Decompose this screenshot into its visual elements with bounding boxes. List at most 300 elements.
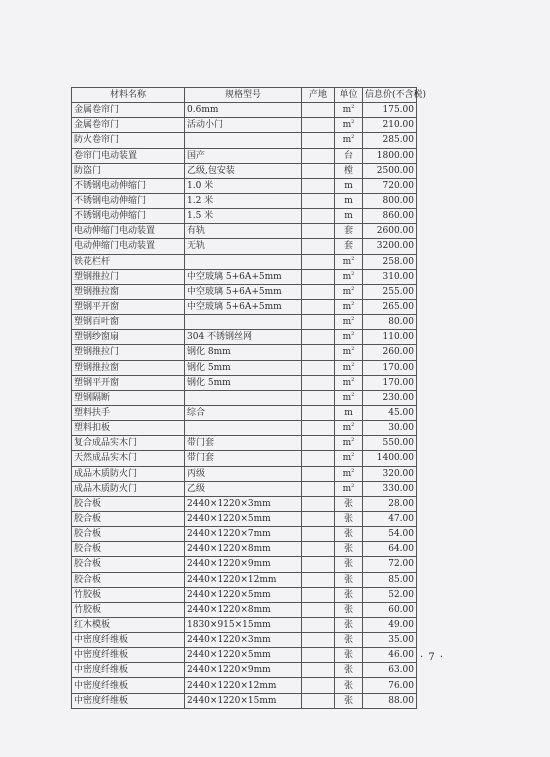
spec-cell: 304 不锈钢丝网 (185, 330, 302, 345)
spec-cell (185, 133, 302, 148)
price-cell: 285.00 (363, 133, 417, 148)
price-cell: 28.00 (363, 496, 417, 511)
spec-cell: 2440×1220×12mm (185, 678, 302, 693)
material-name-cell: 胶合板 (72, 511, 185, 526)
origin-cell (302, 193, 335, 208)
unit-text: 张 (343, 680, 353, 691)
table-row (72, 663, 417, 678)
material-name-cell: 竹胶板 (72, 602, 185, 617)
material-name-cell: 电动伸缩门电动装置 (72, 239, 185, 254)
unit-cell (335, 405, 363, 420)
price-cell: 720.00 (363, 178, 417, 193)
unit-superscript: 2 (351, 452, 355, 459)
material-name-cell: 金属卷帘门 (72, 118, 185, 133)
price-cell: 310.00 (363, 269, 417, 284)
table-row (72, 209, 417, 224)
table-row (72, 163, 417, 178)
spec-cell: 国产 (185, 148, 302, 163)
origin-cell (302, 360, 335, 375)
price-cell: 35.00 (363, 633, 417, 648)
spec-cell: 钢化 5mm (185, 375, 302, 390)
material-name-cell: 塑料扶手 (72, 405, 185, 420)
spec-cell: 1830×915×15mm (185, 617, 302, 632)
spec-cell: 2440×1220×5mm (185, 648, 302, 663)
unit-superscript: 2 (351, 422, 355, 429)
material-name-cell: 塑料扣板 (72, 421, 185, 436)
table-row (72, 587, 417, 602)
table-row (72, 118, 417, 133)
unit-superscript: 2 (351, 255, 355, 262)
origin-cell (302, 133, 335, 148)
origin-cell (302, 421, 335, 436)
unit-text: 张 (343, 498, 353, 509)
unit-text: m (342, 347, 352, 358)
price-cell: 550.00 (363, 436, 417, 451)
unit-cell (335, 163, 363, 178)
price-cell: 2600.00 (363, 224, 417, 239)
table-row (72, 345, 417, 360)
unit-text: m (342, 302, 352, 313)
material-name-cell: 塑钢平开窗 (72, 375, 185, 390)
price-cell: 46.00 (363, 648, 417, 663)
unit-text: m (342, 438, 352, 449)
origin-cell (302, 390, 335, 405)
origin-cell (302, 118, 335, 133)
unit-superscript: 2 (351, 285, 355, 292)
material-name-cell: 胶合板 (72, 572, 185, 587)
unit-cell (335, 617, 363, 632)
unit-cell (335, 239, 363, 254)
unit-superscript: 2 (351, 301, 355, 308)
material-name-cell: 天然成品实木门 (72, 451, 185, 466)
unit-text: m (342, 256, 352, 267)
origin-cell (302, 451, 335, 466)
spec-cell: 无轨 (185, 239, 302, 254)
table-row (72, 299, 417, 314)
unit-cell (335, 360, 363, 375)
unit-cell (335, 299, 363, 314)
material-name-cell: 竹胶板 (72, 587, 185, 602)
spec-cell: 1.0 米 (185, 178, 302, 193)
price-cell: 88.00 (363, 693, 417, 708)
table-row (72, 693, 417, 708)
price-cell: 110.00 (363, 330, 417, 345)
price-cell: 1400.00 (363, 451, 417, 466)
spec-cell (185, 254, 302, 269)
price-cell: 76.00 (363, 678, 417, 693)
spec-cell: 2440×1220×3mm (185, 496, 302, 511)
table-row (72, 103, 417, 118)
table-row (72, 436, 417, 451)
unit-superscript: 2 (351, 467, 355, 474)
material-name-cell: 塑钢平开窗 (72, 299, 185, 314)
spec-cell: 2440×1220×9mm (185, 557, 302, 572)
spec-cell: 中空玻璃 5+6A+5mm (185, 299, 302, 314)
price-cell: 52.00 (363, 587, 417, 602)
spec-cell: 2440×1220×15mm (185, 693, 302, 708)
material-name-cell: 中密度纤维板 (72, 648, 185, 663)
table-row (72, 315, 417, 330)
material-name-cell: 防盗门 (72, 163, 185, 178)
origin-cell (302, 405, 335, 420)
header-origin: 产地 (302, 88, 335, 103)
unit-text: 张 (343, 589, 353, 600)
unit-cell (335, 527, 363, 542)
spec-cell: 有轨 (185, 224, 302, 239)
origin-cell (302, 511, 335, 526)
spec-cell: 带门套 (185, 451, 302, 466)
table-row (72, 330, 417, 345)
table-row (72, 421, 417, 436)
unit-text: 台 (343, 150, 353, 161)
unit-cell (335, 284, 363, 299)
spec-cell: 2440×1220×9mm (185, 663, 302, 678)
unit-text: m (342, 453, 352, 464)
origin-cell (302, 542, 335, 557)
page-number: · 7 · (420, 652, 445, 663)
price-cell: 2500.00 (363, 163, 417, 178)
price-cell: 85.00 (363, 572, 417, 587)
unit-cell (335, 269, 363, 284)
table-row (72, 390, 417, 405)
table-row (72, 178, 417, 193)
unit-cell (335, 496, 363, 511)
price-cell: 860.00 (363, 209, 417, 224)
table-row (72, 375, 417, 390)
header-price: 信息价(不含税) (363, 88, 417, 103)
material-name-cell: 塑钢推拉门 (72, 345, 185, 360)
origin-cell (302, 557, 335, 572)
table-row (72, 542, 417, 557)
origin-cell (302, 436, 335, 451)
price-cell: 260.00 (363, 345, 417, 360)
origin-cell (302, 315, 335, 330)
table-row (72, 557, 417, 572)
material-name-cell: 不锈钢电动伸缩门 (72, 193, 185, 208)
table-body (72, 103, 417, 709)
table-row (72, 481, 417, 496)
table-row (72, 602, 417, 617)
unit-cell (335, 178, 363, 193)
unit-text: 套 (343, 241, 353, 252)
header-spec: 规格型号 (185, 88, 302, 103)
unit-cell (335, 254, 363, 269)
material-name-cell: 塑钢百叶窗 (72, 315, 185, 330)
unit-cell (335, 330, 363, 345)
price-cell: 45.00 (363, 405, 417, 420)
unit-cell (335, 557, 363, 572)
unit-text: 张 (343, 544, 353, 555)
table-row (72, 511, 417, 526)
unit-superscript: 2 (351, 104, 355, 111)
table-row (72, 148, 417, 163)
unit-text: 张 (343, 695, 353, 706)
material-name-cell: 防火卷帘门 (72, 133, 185, 148)
origin-cell (302, 224, 335, 239)
material-name-cell: 胶合板 (72, 542, 185, 557)
origin-cell (302, 663, 335, 678)
spec-cell: 1.5 米 (185, 209, 302, 224)
unit-text: m (342, 392, 352, 403)
price-cell: 63.00 (363, 663, 417, 678)
origin-cell (302, 617, 335, 632)
unit-text: m (342, 135, 352, 146)
material-name-cell: 塑钢推拉窗 (72, 284, 185, 299)
origin-cell (302, 209, 335, 224)
unit-cell (335, 481, 363, 496)
origin-cell (302, 648, 335, 663)
unit-text: 张 (343, 529, 353, 540)
spec-cell: 丙级 (185, 466, 302, 481)
table-row (72, 466, 417, 481)
material-name-cell: 金属卷帘门 (72, 103, 185, 118)
table-row (72, 224, 417, 239)
material-name-cell: 塑钢推拉窗 (72, 360, 185, 375)
spec-cell: 乙级,包安装 (185, 163, 302, 178)
unit-cell (335, 678, 363, 693)
spec-cell: 0.6mm (185, 103, 302, 118)
table-header (72, 88, 427, 103)
unit-cell (335, 345, 363, 360)
origin-cell (302, 163, 335, 178)
origin-cell (302, 527, 335, 542)
material-name-cell: 塑钢隔断 (72, 390, 185, 405)
origin-cell (302, 330, 335, 345)
spec-cell (185, 390, 302, 405)
unit-cell (335, 436, 363, 451)
unit-cell (335, 602, 363, 617)
table-row (72, 269, 417, 284)
price-table (71, 87, 427, 709)
origin-cell (302, 496, 335, 511)
unit-text: m (342, 286, 352, 297)
table-row (72, 360, 417, 375)
unit-cell (335, 390, 363, 405)
origin-cell (302, 481, 335, 496)
table-row (72, 527, 417, 542)
price-cell: 170.00 (363, 375, 417, 390)
material-name-cell: 中密度纤维板 (72, 663, 185, 678)
spec-cell: 钢化 8mm (185, 345, 302, 360)
table-row (72, 678, 417, 693)
unit-cell (335, 209, 363, 224)
header-row (72, 88, 417, 103)
origin-cell (302, 284, 335, 299)
unit-cell (335, 466, 363, 481)
price-cell: 210.00 (363, 118, 417, 133)
unit-cell (335, 148, 363, 163)
spec-cell: 中空玻璃 5+6A+5mm (185, 284, 302, 299)
unit-superscript: 2 (351, 376, 355, 383)
origin-cell (302, 148, 335, 163)
origin-cell (302, 345, 335, 360)
material-name-cell: 不锈钢电动伸缩门 (72, 209, 185, 224)
spec-cell: 钢化 5mm (185, 360, 302, 375)
price-cell: 54.00 (363, 527, 417, 542)
unit-superscript: 2 (351, 316, 355, 323)
origin-cell (302, 254, 335, 269)
origin-cell (302, 633, 335, 648)
spec-cell: 2440×1220×8mm (185, 542, 302, 557)
material-name-cell: 塑钢推拉门 (72, 269, 185, 284)
material-name-cell: 成品木质防火门 (72, 466, 185, 481)
unit-superscript: 2 (351, 119, 355, 126)
unit-text: m (344, 180, 353, 191)
table-row (72, 254, 417, 269)
spec-cell: 乙级 (185, 481, 302, 496)
material-name-cell: 胶合板 (72, 496, 185, 511)
material-name-cell: 成品木质防火门 (72, 481, 185, 496)
unit-text: m (342, 377, 352, 388)
origin-cell (302, 466, 335, 481)
spec-cell: 2440×1220×12mm (185, 572, 302, 587)
price-cell: 49.00 (363, 617, 417, 632)
unit-text: 樘 (343, 165, 353, 176)
material-name-cell: 电动伸缩门电动装置 (72, 224, 185, 239)
price-cell: 47.00 (363, 511, 417, 526)
unit-cell (335, 511, 363, 526)
price-cell: 265.00 (363, 299, 417, 314)
origin-cell (302, 375, 335, 390)
spec-cell: 2440×1220×3mm (185, 633, 302, 648)
spec-cell: 综合 (185, 405, 302, 420)
origin-cell (302, 693, 335, 708)
unit-text: m (342, 483, 352, 494)
table-row (72, 193, 417, 208)
unit-text: 张 (343, 514, 353, 524)
unit-superscript: 2 (351, 437, 355, 444)
origin-cell (302, 178, 335, 193)
unit-text: m (342, 317, 352, 328)
unit-cell (335, 693, 363, 708)
unit-text: 张 (343, 619, 353, 630)
table-row (72, 451, 417, 466)
table-row (72, 572, 417, 587)
material-name-cell: 塑钢纱窗扇 (72, 330, 185, 345)
table-row (72, 617, 417, 632)
price-cell: 230.00 (363, 390, 417, 405)
spec-cell: 2440×1220×5mm (185, 587, 302, 602)
table-row (72, 284, 417, 299)
unit-superscript: 2 (351, 270, 355, 277)
unit-superscript: 2 (351, 346, 355, 353)
header-material-name: 材料名称 (72, 88, 185, 103)
price-cell: 64.00 (363, 542, 417, 557)
unit-text: m (342, 423, 352, 434)
price-cell: 170.00 (363, 360, 417, 375)
origin-cell (302, 269, 335, 284)
price-cell: 320.00 (363, 466, 417, 481)
price-cell: 30.00 (363, 421, 417, 436)
origin-cell (302, 299, 335, 314)
unit-text: 套 (343, 226, 353, 237)
material-name-cell: 中密度纤维板 (72, 693, 185, 708)
table-row (72, 133, 417, 148)
unit-text: m (344, 211, 353, 222)
material-name-cell: 不锈钢电动伸缩门 (72, 178, 185, 193)
table-row (72, 648, 417, 663)
spec-cell: 1.2 米 (185, 193, 302, 208)
unit-text: m (342, 362, 352, 373)
unit-text: m (342, 332, 352, 343)
spec-cell: 2440×1220×8mm (185, 602, 302, 617)
unit-text: m (342, 468, 352, 479)
price-cell: 1800.00 (363, 148, 417, 163)
unit-text: m (344, 196, 353, 207)
header-unit: 单位 (335, 88, 363, 103)
price-cell: 60.00 (363, 602, 417, 617)
price-cell: 72.00 (363, 557, 417, 572)
unit-text: 张 (343, 559, 353, 570)
spec-cell: 2440×1220×5mm (185, 511, 302, 526)
unit-superscript: 2 (351, 361, 355, 368)
unit-cell (335, 542, 363, 557)
unit-superscript: 2 (351, 482, 355, 489)
material-name-cell: 中密度纤维板 (72, 633, 185, 648)
price-cell: 330.00 (363, 481, 417, 496)
unit-text: 张 (343, 650, 353, 661)
unit-superscript: 2 (351, 331, 355, 338)
material-name-cell: 复合成品实木门 (72, 436, 185, 451)
unit-cell (335, 315, 363, 330)
price-cell: 258.00 (363, 254, 417, 269)
price-cell: 255.00 (363, 284, 417, 299)
table-row (72, 633, 417, 648)
unit-text: 张 (343, 665, 353, 676)
origin-cell (302, 103, 335, 118)
material-name-cell: 中密度纤维板 (72, 678, 185, 693)
material-name-cell: 铁花栏杆 (72, 254, 185, 269)
unit-text: m (344, 408, 353, 419)
table-row (72, 496, 417, 511)
spec-cell: 2440×1220×7mm (185, 527, 302, 542)
price-cell: 800.00 (363, 193, 417, 208)
unit-cell (335, 451, 363, 466)
material-name-cell: 胶合板 (72, 557, 185, 572)
table-row (72, 405, 417, 420)
origin-cell (302, 587, 335, 602)
unit-cell (335, 375, 363, 390)
unit-cell (335, 133, 363, 148)
price-cell: 3200.00 (363, 239, 417, 254)
unit-text: 张 (343, 604, 353, 615)
price-cell: 80.00 (363, 315, 417, 330)
unit-cell (335, 648, 363, 663)
material-name-cell: 胶合板 (72, 527, 185, 542)
unit-cell (335, 633, 363, 648)
spec-cell: 活动小门 (185, 118, 302, 133)
unit-cell (335, 103, 363, 118)
spec-cell: 中空玻璃 5+6A+5mm (185, 269, 302, 284)
material-name-cell: 红木模板 (72, 617, 185, 632)
spec-cell (185, 421, 302, 436)
table-row (72, 239, 417, 254)
origin-cell (302, 678, 335, 693)
unit-superscript: 2 (351, 391, 355, 398)
unit-cell (335, 587, 363, 602)
material-name-cell: 卷帘门电动装置 (72, 148, 185, 163)
unit-cell (335, 572, 363, 587)
unit-text: m (342, 120, 352, 131)
unit-cell (335, 118, 363, 133)
unit-cell (335, 663, 363, 678)
unit-text: 张 (343, 635, 353, 646)
unit-cell (335, 193, 363, 208)
origin-cell (302, 239, 335, 254)
unit-text: 张 (343, 574, 353, 585)
unit-cell (335, 421, 363, 436)
unit-text: m (342, 105, 352, 116)
